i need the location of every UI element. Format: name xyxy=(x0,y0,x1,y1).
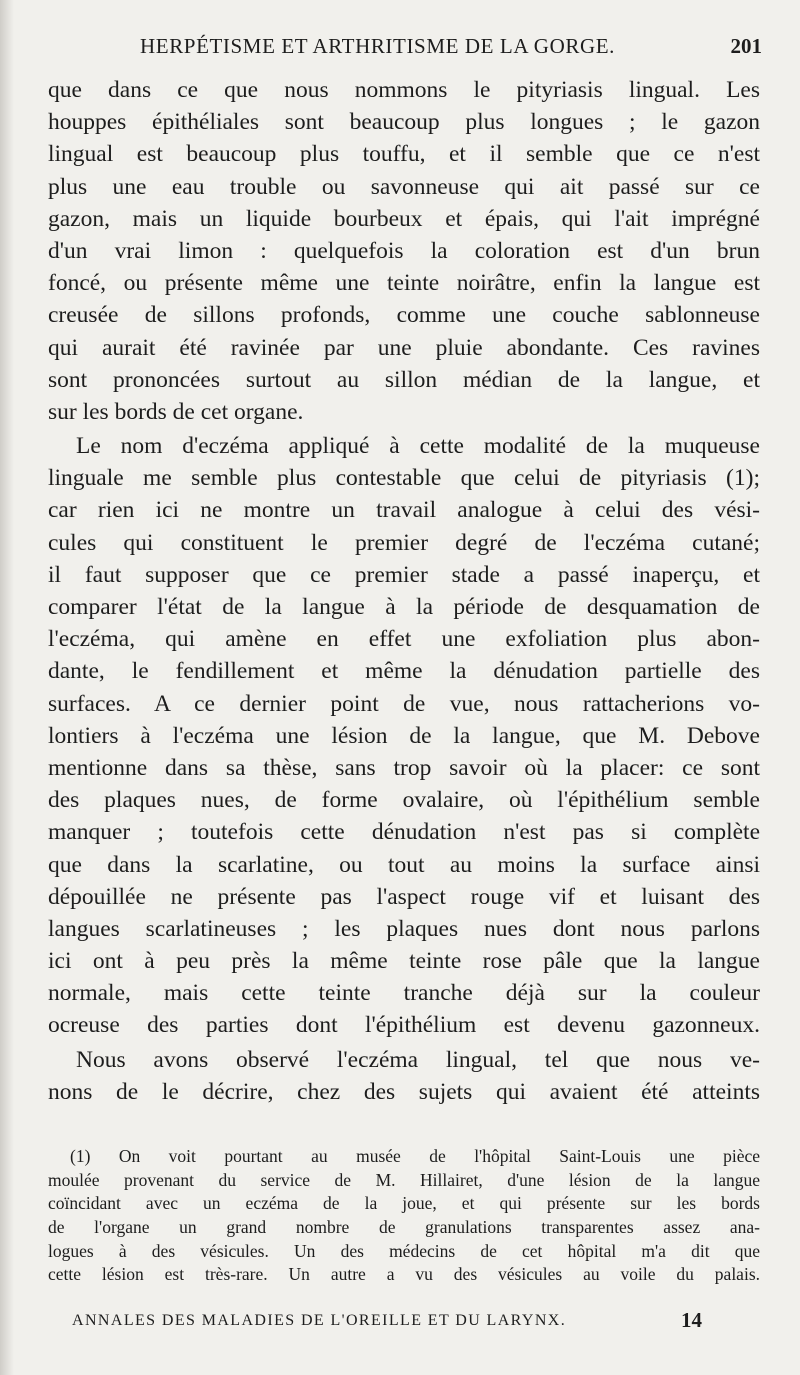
body-line: linguale me semble plus contestable que celui de pityriasis (1); xyxy=(48,465,760,492)
body-line: des plaques nues, de forme ovalaire, où l'épithélium semble xyxy=(48,787,760,814)
body-line: gazon, mais un liquide bourbeux et épais, qui l'ait imprégné xyxy=(48,205,760,232)
body-line: ici ont à peu près la même teinte rose pâle que la langue xyxy=(48,948,760,975)
body-line: comparer l'état de la langue à la période de desquamation de xyxy=(48,594,760,620)
body-text xyxy=(48,74,760,1108)
body-line: ocreuse des parties dont l'épithélium est devenu gazonneux. xyxy=(48,1012,760,1039)
body-line: mentionne dans sa thèse, sans trop savoir où la placer: ce sont xyxy=(48,754,760,781)
body-line-paragraph-start: Le nom d'eczéma appliqué à cette modalité de la muqueuse xyxy=(76,433,760,460)
body-line: houppes épithéliales sont beaucoup plus longues ; le gazon xyxy=(48,109,760,136)
footnotes xyxy=(48,1145,760,1287)
footnote-line: (1) On voit pourtant au musée de l'hôpital Saint-Louis une pièce xyxy=(70,1146,760,1166)
body-line: lontiers à l'eczéma une lésion de la langue, que M. Debove xyxy=(48,722,760,749)
footnote-line: moulée provenant du service de M. Hillairet, d'une lésion de la langue xyxy=(48,1169,760,1190)
body-line: l'eczéma, qui amène en effet une exfoliation plus abon- xyxy=(48,626,760,653)
running-title: HERPÉTISME ET ARTHRITISME DE LA GORGE. xyxy=(140,34,615,58)
journal-title: ANNALES DES MALADIES DE L'OREILLE ET DU LARYNX. xyxy=(72,1312,567,1329)
signature-mark: 14 xyxy=(681,1308,702,1332)
body-line-paragraph-start: Nous avons observé l'eczéma lingual, tel que nous ve- xyxy=(76,1046,760,1073)
body-line: lingual est beaucoup plus touffu, et il semble que ce n'est xyxy=(48,141,760,168)
body-line: langues scarlatineuses ; les plaques nues dont nous parlons xyxy=(48,915,760,942)
body-line: creusée de sillons profonds, comme une couche sablonneuse xyxy=(48,302,760,329)
body-line: manquer ; toutefois cette dénudation n'est pas si complète xyxy=(48,819,760,846)
body-line: d'un vrai limon : quelquefois la coloration est d'un brun xyxy=(48,237,760,264)
body-line: dépouillée ne présente pas l'aspect rouge vif et luisant des xyxy=(48,883,760,910)
body-line-paragraph-end: sur les bords de cet organe. xyxy=(48,398,304,425)
footnote-line: cette lésion est très-rare. Un autre a vu des vésicules au voile du palais. xyxy=(48,1264,760,1285)
page-number: 201 xyxy=(730,34,762,58)
body-line: dante, le fendillement et même la dénudation partielle des xyxy=(48,658,760,685)
body-line: surfaces. A ce dernier point de vue, nous rattacherions vo- xyxy=(48,690,760,717)
footnote-line: coïncidant avec un eczéma de la joue, et qui présente sur les bords xyxy=(48,1193,760,1214)
page-footer xyxy=(72,1308,702,1340)
body-line: car rien ici ne montre un travail analogue à celui des vési- xyxy=(48,497,760,524)
body-line: que dans ce que nous nommons le pityriasis lingual. Les xyxy=(48,77,760,103)
body-line: cules qui constituent le premier degré de l'eczéma cutané; xyxy=(48,529,760,556)
body-line: foncé, ou présente même une teinte noirâtre, enfin la langue est xyxy=(48,270,760,297)
page-header xyxy=(140,34,762,64)
body-line: qui aurait été ravinée par une pluie abondante. Ces ravines xyxy=(48,334,760,361)
body-line: nons de le décrire, chez des sujets qui avaient été atteints xyxy=(48,1078,760,1105)
body-line: sont prononcées surtout au sillon médian de la langue, et xyxy=(48,366,760,393)
body-line: plus une eau trouble ou savonneuse qui ait passé sur ce xyxy=(48,173,760,200)
footnote-line: de l'organe un grand nombre de granulations transparentes assez ana- xyxy=(48,1217,760,1238)
footnote-line: logues à des vésicules. Un des médecins de cet hôpital m'a dit que xyxy=(48,1240,760,1261)
body-line: que dans la scarlatine, ou tout au moins la surface ainsi xyxy=(48,851,760,878)
body-line: normale, mais cette teinte tranche déjà sur la couleur xyxy=(48,980,760,1007)
body-line: il faut supposer que ce premier stade a passé inaperçu, et xyxy=(48,561,760,588)
